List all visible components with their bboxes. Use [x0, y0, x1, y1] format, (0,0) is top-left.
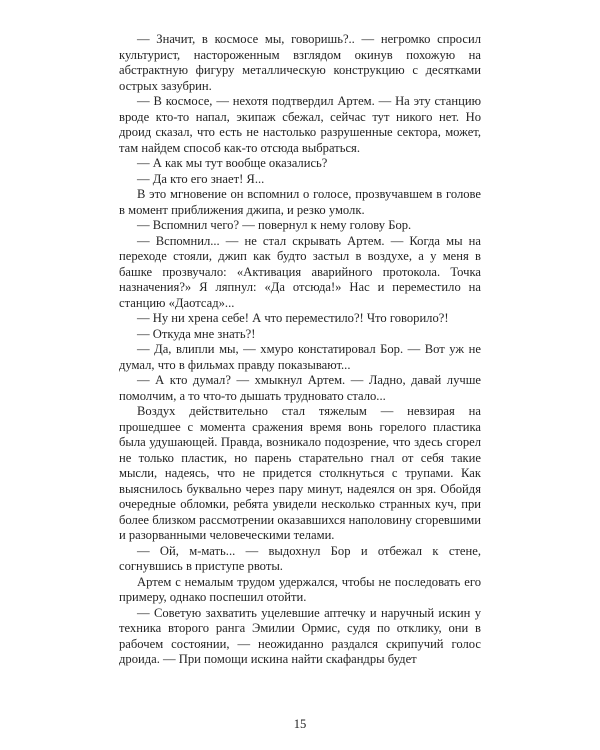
body-text [119, 32, 481, 668]
paragraph: — Да, влипли мы, — хмуро констатировал Бор. — Вот уж не думал, что в фильмах правду показывают... [119, 342, 481, 372]
paragraph: — Вспомнил... — не стал скрывать Артем. — Когда мы на переходе стояли, джип как будто застыл в воздухе, а у меня в башке прозвучало: «Активация аварийного протокола. Точка назначения?» Я ляпнул: «Да отсюда!» Нас и переместило на станцию «Даотсад»... [119, 233, 481, 310]
paragraph: — Откуда мне знать?! [137, 326, 256, 341]
paragraph: — А как мы тут вообще оказались? [137, 156, 328, 170]
paragraph: — Ну ни хрена себе! А что переместило?! Что говорило?! [137, 311, 449, 325]
paragraph: — Вспомнил чего? — повернул к нему голову Бор. [137, 218, 412, 232]
paragraph: — А кто думал? — хмыкнул Артем. — Ладно, давай лучше помолчим, а то что-то дышать трудновато стало... [119, 373, 481, 403]
paragraph: — Да кто его знает! Я... [137, 171, 265, 186]
page-number: 15 [293, 717, 307, 731]
paragraph: — Значит, в космосе мы, говоришь?.. — негромко спросил культурист, настороженным взглядом окинув похожую на абстрактную фигуру металлическую конструкцию с десятками острых зазубрин. [119, 32, 481, 93]
paragraph: — Советую захватить уцелевшие аптечку и наручный искин у техника второго ранга Эмилии Ормис, судя по отклику, они в рабочем состоянии, — неожиданно раздался скрипучий голос дроида. — При помощи искина найти скафандры будет [119, 605, 481, 666]
paragraph: В это мгновение он вспомнил о голосе, прозвучавшем в голове в момент приближения джипа, и резко умолк. [119, 187, 481, 217]
paragraph: — В космосе, — нехотя подтвердил Артем. — На эту станцию вроде кто-то напал, экипаж сбежал, сейчас тут никого нет. Но дроид сказал, что есть не настолько разрушенные сектора, может, там найдем способ как-то отсюда выбраться. [119, 94, 481, 155]
paragraph: Воздух действительно стал тяжелым — невзирая на прошедшее с момента сражения время вонь горелого пластика была удушающей. Правда, возникало подозрение, что здесь сгорел не только пластик, но парень старательно гнал от себя такие мысли, надеясь, что не придется столкнуться с трупами. Как выяснилось буквально через пару минут, надеялся он зря. Обойдя очередные обломки, ребята увидели несколько странных куч, при более близком рассмотрении оказавшихся наполовину сгоревшими и разорванными человеческими телами. [119, 404, 481, 542]
paragraph: — Ой, м-мать... — выдохнул Бор и отбежал к стене, согнувшись в приступе рвоты. [119, 543, 481, 573]
paragraph: Артем с немалым трудом удержался, чтобы не последовать его примеру, однако поспешил отойти. [119, 574, 481, 604]
